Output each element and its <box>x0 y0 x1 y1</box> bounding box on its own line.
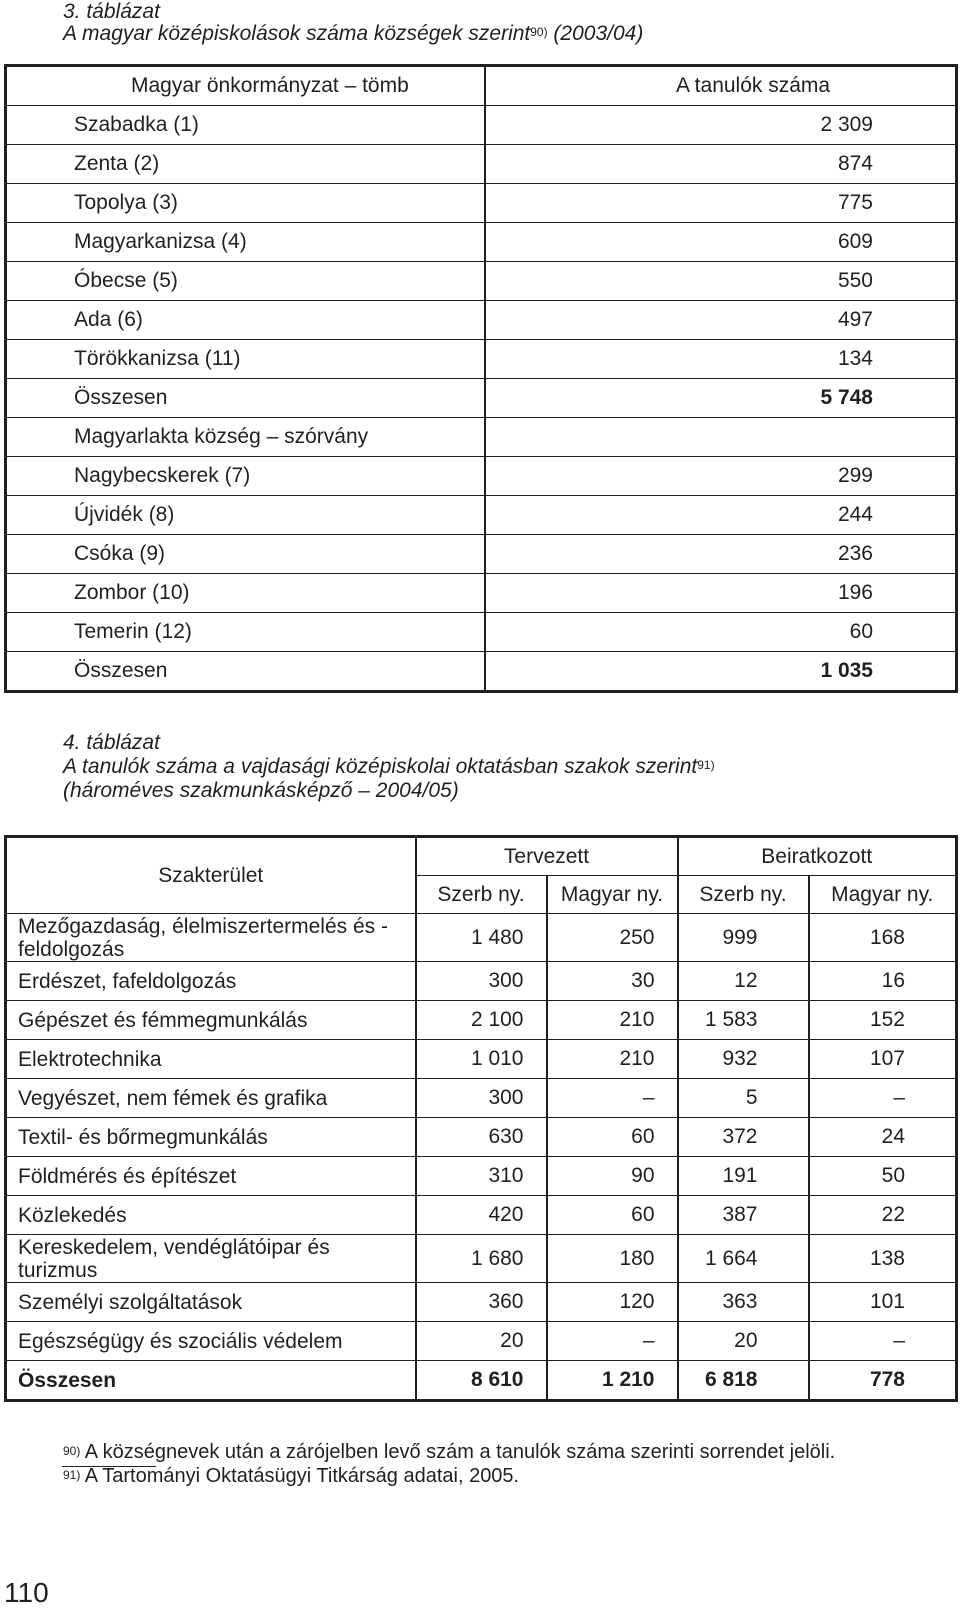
footnote-91-mark: 91) <box>63 1468 81 1482</box>
table3-cell-value: 236 <box>485 535 957 574</box>
table3-cell-value <box>485 418 957 457</box>
table4-row <box>6 1118 957 1157</box>
table3-cell-value: 299 <box>485 457 957 496</box>
table4-cell-value: 101 <box>809 1283 957 1322</box>
table3-cell-name: Szabadka (1) <box>6 106 486 145</box>
table3-cell-name: Topolya (3) <box>6 184 486 223</box>
table3-row <box>6 223 957 262</box>
footnote-91-text: A Tartományi Oktatásügyi Titkárság adatai, 2005. <box>80 1465 520 1487</box>
table3-header-row <box>6 66 957 106</box>
footnote-91 <box>63 1464 519 1488</box>
table4-cell-value: 1 210 <box>547 1361 678 1401</box>
table4-cell-value: 778 <box>809 1361 957 1401</box>
table4-cell-value: 250 <box>547 914 678 962</box>
table3-title-year: (2003/04) <box>547 22 644 45</box>
table4-cell-area: Elektrotechnika <box>6 1040 416 1079</box>
table3-title-text: A magyar középiskolások száma községek szerint <box>63 22 531 45</box>
table3-row <box>6 106 957 145</box>
table4-cell-value: 60 <box>547 1118 678 1157</box>
table4-col-area: Szakterület <box>6 837 416 914</box>
table4-sub-planned-hun: Magyar ny. <box>547 876 678 914</box>
table4-row <box>6 1196 957 1235</box>
table4-cell-value: 1 583 <box>678 1001 809 1040</box>
table4-row <box>6 1040 957 1079</box>
table4-sub-planned-serb: Szerb ny. <box>416 876 547 914</box>
table3-cell-value: 609 <box>485 223 957 262</box>
table3-cell-name: Összesen <box>6 379 486 418</box>
table4-cell-value: 300 <box>416 1079 547 1118</box>
table3-cell-name: Magyarlakta község – szórvány <box>6 418 486 457</box>
table3-cell-value: 775 <box>485 184 957 223</box>
table3-cell-name: Csóka (9) <box>6 535 486 574</box>
table4-cell-value: 300 <box>416 962 547 1001</box>
table4-cell-area: Kereskedelem, vendéglátóipar és turizmus <box>6 1235 416 1283</box>
table3-cell-value: 497 <box>485 301 957 340</box>
table3-cell-name: Temerin (12) <box>6 613 486 652</box>
table4-cell-value: – <box>547 1079 678 1118</box>
table3-body <box>6 106 957 692</box>
table4-cell-value: 372 <box>678 1118 809 1157</box>
table4-title-text: A tanulók száma a vajdasági középiskolai oktatásban szakok szerint <box>63 755 698 778</box>
table3-row <box>6 535 957 574</box>
table3-cell-value: 60 <box>485 613 957 652</box>
table4-cell-value: 1 480 <box>416 914 547 962</box>
table3-row <box>6 301 957 340</box>
table4-cell-value: 50 <box>809 1157 957 1196</box>
table4-row <box>6 1322 957 1361</box>
table4-cell-area: Vegyészet, nem fémek és grafika <box>6 1079 416 1118</box>
table4-cell-area: Földmérés és építészet <box>6 1157 416 1196</box>
table4-cell-value: 999 <box>678 914 809 962</box>
table3-cell-name: Ada (6) <box>6 301 486 340</box>
table4-row <box>6 914 957 962</box>
table3-row <box>6 262 957 301</box>
table4-row <box>6 1235 957 1283</box>
table3-cell-value: 1 035 <box>485 652 957 692</box>
table4-cell-value: 2 100 <box>416 1001 547 1040</box>
table3-cell-name: Törökkanizsa (11) <box>6 340 486 379</box>
table3 <box>4 64 958 693</box>
table4-cell-area: Közlekedés <box>6 1196 416 1235</box>
table4-cell-value: 360 <box>416 1283 547 1322</box>
table4-cell-value: 16 <box>809 962 957 1001</box>
table4-cell-value: 24 <box>809 1118 957 1157</box>
table4-header-row-1 <box>6 837 957 876</box>
table4-cell-value: 630 <box>416 1118 547 1157</box>
table4-cell-value: – <box>809 1079 957 1118</box>
table3-cell-value: 196 <box>485 574 957 613</box>
table4-group-planned: Tervezett <box>416 837 678 876</box>
footnote-90-mark: 90) <box>63 1444 81 1458</box>
table4-cell-value: 387 <box>678 1196 809 1235</box>
table4-sub-enrolled-hun: Magyar ny. <box>809 876 957 914</box>
table4-cell-value: 310 <box>416 1157 547 1196</box>
table4-cell-value: 8 610 <box>416 1361 547 1401</box>
table3-row <box>6 418 957 457</box>
table3-header-left: Magyar önkormányzat – tömb <box>6 66 486 106</box>
table3-title <box>63 22 643 46</box>
table4-cell-value: 90 <box>547 1157 678 1196</box>
table4-cell-value: 210 <box>547 1040 678 1079</box>
table3-cell-name: Magyarkanizsa (4) <box>6 223 486 262</box>
table4-row <box>6 1157 957 1196</box>
table3-cell-value: 244 <box>485 496 957 535</box>
table3-footnote-ref: 90) <box>530 25 548 39</box>
table3-row <box>6 457 957 496</box>
table4-cell-area: Összesen <box>6 1361 416 1401</box>
table4-cell-value: – <box>547 1322 678 1361</box>
table4-cell-value: 932 <box>678 1040 809 1079</box>
table3-row <box>6 379 957 418</box>
table4-cell-value: – <box>809 1322 957 1361</box>
page-number: 110 <box>4 1577 49 1608</box>
table3-row <box>6 184 957 223</box>
table4-cell-value: 5 <box>678 1079 809 1118</box>
table4-cell-area: Textil- és bőrmegmunkálás <box>6 1118 416 1157</box>
table4-cell-value: 1 010 <box>416 1040 547 1079</box>
table4-cell-value: 138 <box>809 1235 957 1283</box>
table3-cell-value: 134 <box>485 340 957 379</box>
table4-row <box>6 1283 957 1322</box>
table4-total-row <box>6 1361 957 1401</box>
table4-number: 4. táblázat <box>63 731 160 754</box>
table4-row <box>6 1001 957 1040</box>
table4-cell-value: 1 664 <box>678 1235 809 1283</box>
table3-row <box>6 574 957 613</box>
table4-cell-value: 22 <box>809 1196 957 1235</box>
table4-cell-value: 1 680 <box>416 1235 547 1283</box>
table4-sub-enrolled-serb: Szerb ny. <box>678 876 809 914</box>
table4-cell-area: Mezőgazdaság, élelmiszertermelés és -feldolgozás <box>6 914 416 962</box>
table4-cell-area: Erdészet, fafeldolgozás <box>6 962 416 1001</box>
footnote-90-text: A községnevek után a zárójelben levő szám a tanulók száma szerinti sorrendet jelöli. <box>80 1441 836 1463</box>
table4-cell-value: 107 <box>809 1040 957 1079</box>
table4-cell-value: 363 <box>678 1283 809 1322</box>
table4-cell-area: Egészségügy és szociális védelem <box>6 1322 416 1361</box>
table4-cell-value: 12 <box>678 962 809 1001</box>
table4-subtitle: (hároméves szakmunkásképző – 2004/05) <box>63 779 459 802</box>
table4-cell-area: Gépészet és fémmegmunkálás <box>6 1001 416 1040</box>
table3-cell-name: Összesen <box>6 652 486 692</box>
table3-row <box>6 145 957 184</box>
table4-cell-value: 420 <box>416 1196 547 1235</box>
table4-cell-value: 168 <box>809 914 957 962</box>
table4-cell-area: Személyi szolgáltatások <box>6 1283 416 1322</box>
table4-cell-value: 120 <box>547 1283 678 1322</box>
table3-number: 3. táblázat <box>63 0 160 23</box>
table4-cell-value: 191 <box>678 1157 809 1196</box>
table4-cell-value: 30 <box>547 962 678 1001</box>
table4-cell-value: 60 <box>547 1196 678 1235</box>
table3-header-right: A tanulók száma <box>485 66 957 106</box>
table3-cell-name: Zombor (10) <box>6 574 486 613</box>
table4-cell-value: 6 818 <box>678 1361 809 1401</box>
table4-cell-value: 210 <box>547 1001 678 1040</box>
table4-group-enrolled: Beiratkozott <box>678 837 957 876</box>
table3-cell-value: 5 748 <box>485 379 957 418</box>
table3-row <box>6 496 957 535</box>
table3-cell-value: 874 <box>485 145 957 184</box>
table4-title <box>63 755 715 779</box>
table3-cell-name: Nagybecskerek (7) <box>6 457 486 496</box>
table3-row <box>6 613 957 652</box>
footnote-90 <box>63 1440 835 1464</box>
table4-cell-value: 20 <box>416 1322 547 1361</box>
table3-row <box>6 340 957 379</box>
table3-cell-name: Újvidék (8) <box>6 496 486 535</box>
table4 <box>4 835 958 1402</box>
table4-row <box>6 1079 957 1118</box>
table4-footnote-ref: 91) <box>697 758 715 772</box>
table3-cell-name: Óbecse (5) <box>6 262 486 301</box>
table3-cell-value: 2 309 <box>485 106 957 145</box>
table4-cell-value: 20 <box>678 1322 809 1361</box>
table3-cell-value: 550 <box>485 262 957 301</box>
table3-cell-name: Zenta (2) <box>6 145 486 184</box>
table4-body <box>6 914 957 1401</box>
table4-row <box>6 962 957 1001</box>
table4-cell-value: 152 <box>809 1001 957 1040</box>
table3-row <box>6 652 957 692</box>
table4-cell-value: 180 <box>547 1235 678 1283</box>
